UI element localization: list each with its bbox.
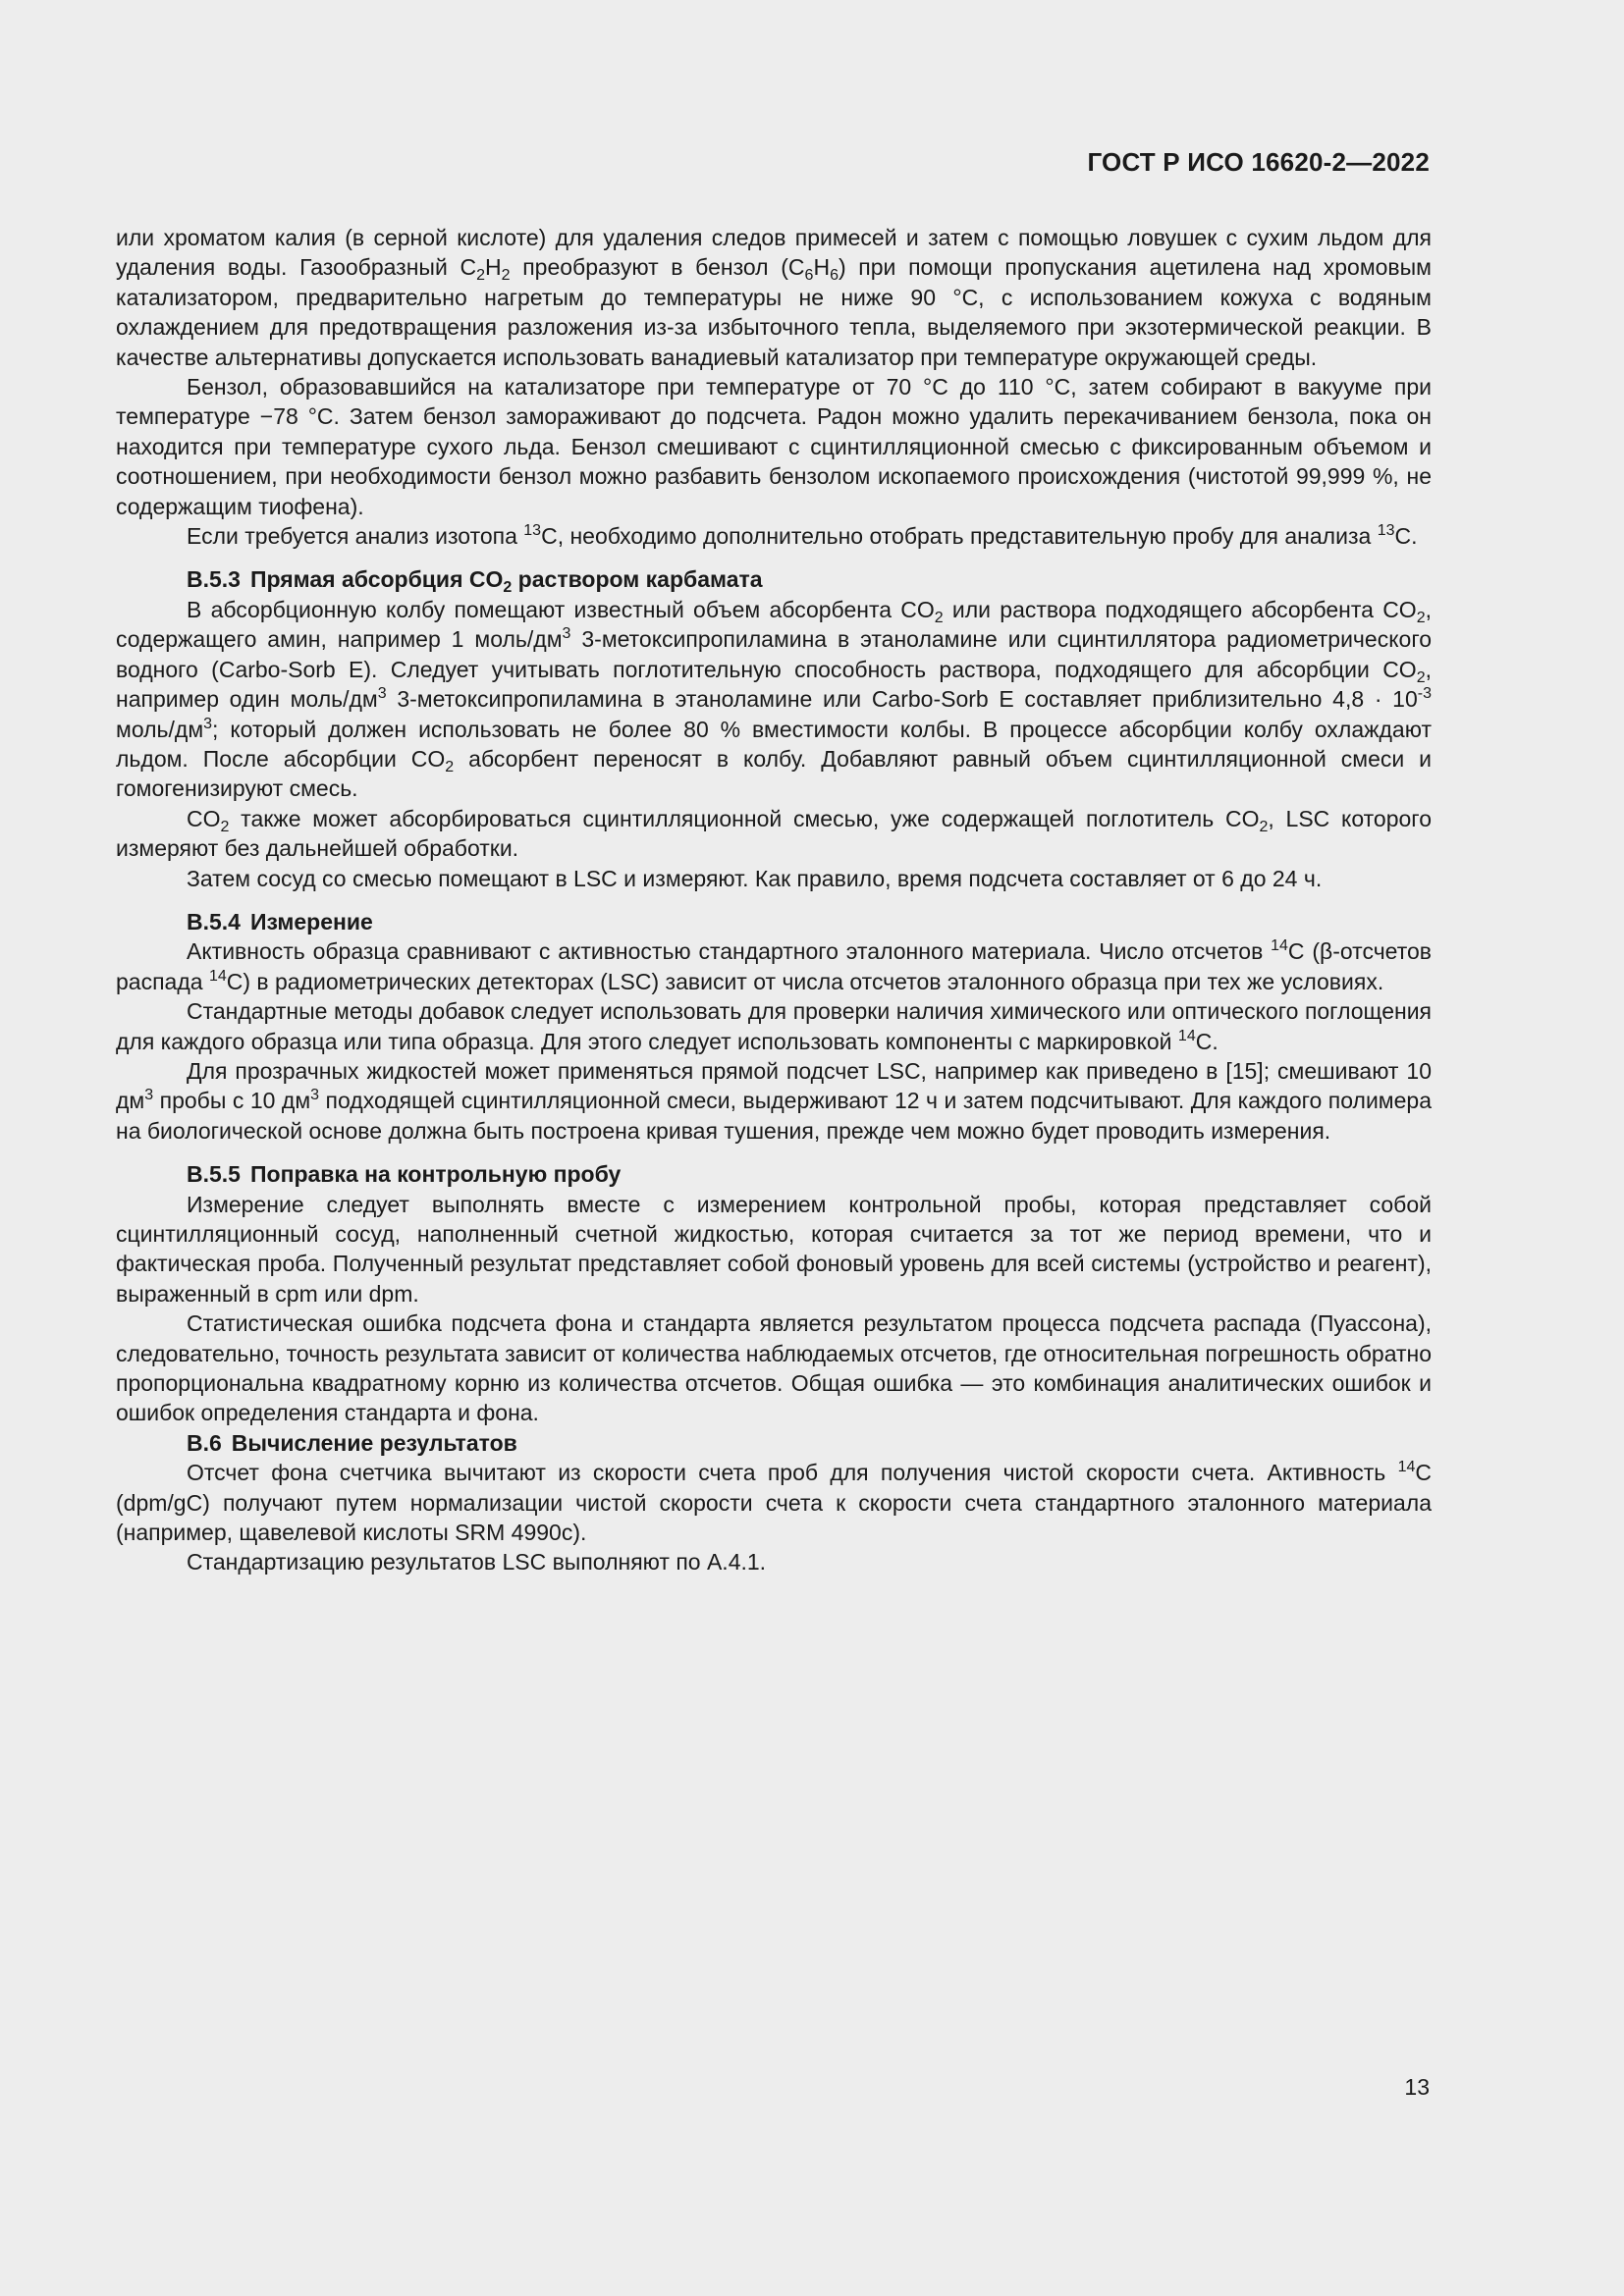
paragraph-statistical-error: Статистическая ошибка подсчета фона и стандарта является результатом процесса подсчета распада (Пуассона), следовательно, точность результата зависит от количества наблюдаемых отсчетов, где относительная погрешность обратно пропорциональна квадратному корню из количества отсчетов. Общая ошибка — это комбинация аналитических ошибок и ошибок определения стандарта и фона.: [116, 1310, 1433, 1426]
paragraph-counting-time: Затем сосуд со смесью помещают в LSC и измеряют. Как правило, время подсчета составляет от 6 до 24 ч.: [187, 865, 1323, 891]
paragraph-activity-comparison: Активность образца сравнивают с активностью стандартного эталонного материала. Число отсчетов $^{14}$C (β-отсчетов распада $^{14}$C) в радиометрических детекторах (LSC) зависит от числа отсчетов эталонного образца при тех же условиях.: [116, 937, 1432, 994]
paragraph-transparent-liquids: Для прозрачных жидкостей может применяться прямой подсчет LSC, например как приведено в [15]; смешивают 10 $дм^3$ пробы с 10 $дм^3$ подходящей сцинтилляционной смеси, выдерживают 12 ч и затем подсчитывают. Для каждого полимера на биологической основе должна быть построена кривая тушения, прежде чем можно будет проводить измерения.: [116, 1057, 1432, 1144]
section-heading-b54: B.5.4 Измерение: [187, 908, 373, 934]
paragraph-acetylene-conversion: или хроматом калия (в серной кислоте) для удаления следов примесей и затем с помощью ловушек с сухим льдом для удаления воды. Газообразный $C_2H_2$ преобразуют в бензол $(C_6H_6)$ при помощи пропускания ацетилена над хромовым катализатором, предварительно нагретым до температуры не ниже 90 °C, с использованием кожуха с водяным охлаждением для предотвращения разложения из-за избыточного тепла, выделяемого при экзотермической реакции. В качестве альтернативы допускается использовать ванадиевый катализатор при температуре окружающей среды.: [116, 225, 1432, 370]
paragraph-standard-addition: Стандартные методы добавок следует использовать для проверки наличия химического или оптического поглощения для каждого образца или типа образца. Для этого следует использовать компоненты с маркировкой $^{14}$C.: [116, 998, 1432, 1054]
page-number: 13: [1404, 2074, 1430, 2100]
paragraph-13c-analysis: Если требуется анализ изотопа $^{13}$C, необходимо дополнительно отобрать представительную пробу для анализа $^{13}$C.: [187, 522, 1418, 550]
section-heading-b6: B.6 Вычисление результатов: [187, 1429, 517, 1456]
document-body: [116, 223, 1432, 1577]
paragraph-co2-scintillation: $CO_2$ также может абсорбироваться сцинтилляционной смесью, уже содержащей поглотитель $CO_2$, LSC которого измеряют без дальнейшей обработки.: [116, 805, 1432, 862]
section-heading-b53: B.5.3 Прямая абсорбция $CO_2$ раствором карбамата: [187, 566, 763, 597]
paragraph-background-subtraction: Отсчет фона счетчика вычитают из скорости счета проб для получения чистой скорости счета. Активность $^{14}$C (dpm/gC) получают путем нормализации чистой скорости счета к скорости счета стандартного эталонного материала (например, щавелевой кислоты SRM 4990c).: [116, 1459, 1432, 1546]
paragraph-lsc-standardization: Стандартизацию результатов LSC выполняют по A.4.1.: [187, 1549, 767, 1575]
paragraph-absorption-flask: В абсорбционную колбу помещают известный объем абсорбента $CO_2$ или раствора подходящего абсорбента $CO_2$, содержащего амин, например 1 моль/$дм^3$ 3-метоксипропиламина в этаноламине или сцинтиллятора радиометрического водного (Carbo-Sorb E). Следует учитывать поглотительную способность раствора, подходящего для абсорбции $CO_2$, например один моль/$дм^3$ 3-метоксипропиламина в этаноламине или Carbo-Sorb E составляет приблизительно $4,8 \cdot 10^{-3}$ моль/$дм^3$; который должен использовать не более 80 % вместимости колбы. В процессе абсорбции колбу охлаждают льдом. После абсорбции $CO_2$ абсорбент переносят в колбу. Добавляют равный объем сцинтилляционной смеси и гомогенизируют смесь.: [116, 596, 1432, 802]
paragraph-blank-measurement: Измерение следует выполнять вместе с измерением контрольной пробы, которая представляет собой сцинтилляционный сосуд, наполненный счетной жидкостью, которая считается за тот же период времени, что и фактическая проба. Полученный результат представляет собой фоновый уровень для всей системы (устройство и реагент), выраженный в cpm или dpm.: [116, 1191, 1432, 1307]
document-header: ГОСТ Р ИСО 16620-2—2022: [1087, 147, 1430, 177]
paragraph-benzene-collection: Бензол, образовавшийся на катализаторе при температуре от 70 °C до 110 °C, затем собирают в вакууме при температуре −78 °C. Затем бензол замораживают до подсчета. Радон можно удалить перекачиванием бензола, пока он находится при температуре сухого льда. Бензол смешивают с сцинтилляционной смесью с фиксированным объемом и соотношением, при необходимости бензол можно разбавить бензолом ископаемого происхождения (чистотой 99,999 %, не содержащим тиофена).: [116, 374, 1432, 519]
section-heading-b55: B.5.5 Поправка на контрольную пробу: [187, 1161, 622, 1188]
